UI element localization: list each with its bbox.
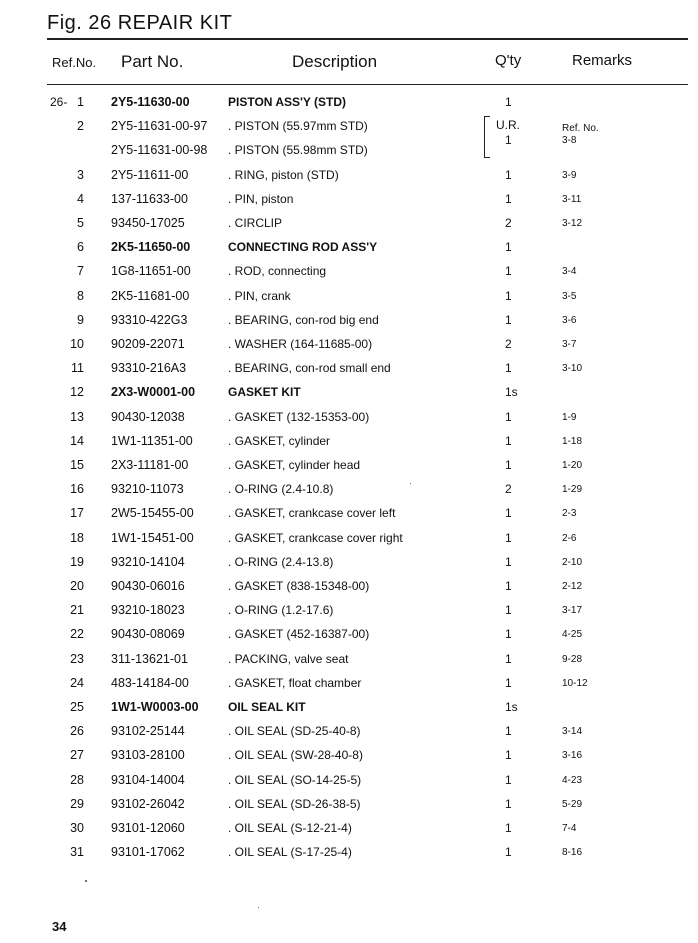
cell-ref-no: 9 (77, 312, 84, 327)
cell-part-no: 1W1-11351-00 (111, 433, 193, 448)
cell-description: CONNECTING ROD ASS'Y (228, 240, 378, 255)
cell-description: . OIL SEAL (SD-26-38-5) (228, 796, 361, 811)
cell-remarks: 7-4 (562, 823, 577, 834)
cell-part-no: 90430-08069 (111, 627, 185, 642)
cell-part-no: 93210-18023 (111, 603, 185, 618)
cell-quantity: 1 (505, 821, 512, 835)
cell-quantity: 1 (505, 458, 512, 472)
scan-speck (258, 907, 259, 908)
cell-remarks: 1-29 (562, 484, 583, 496)
cell-remarks: 1-9 (562, 411, 577, 423)
cell-remarks: 2-10 (562, 556, 583, 568)
piston-group-ref-value: 3-8 (562, 135, 577, 146)
cell-description: . BEARING, con-rod big end (228, 312, 379, 327)
cell-description: . GASKET, cylinder head (228, 458, 361, 472)
col-header-part: Part No. (121, 52, 184, 71)
cell-ref-no: 13 (70, 409, 84, 424)
cell-part-no: 90209-22071 (111, 337, 185, 351)
cell-part-no: 93104-14004 (111, 772, 185, 787)
cell-description: . O-RING (1.2-17.6) (228, 603, 334, 618)
cell-remarks: 3-9 (562, 169, 577, 181)
cell-ref-no: 31 (70, 845, 84, 860)
cell-quantity: 1 (505, 264, 512, 279)
cell-description: GASKET KIT (228, 385, 301, 400)
cell-quantity: 1 (505, 603, 512, 618)
cell-remarks: 3-12 (562, 218, 583, 229)
cell-ref-no: 29 (70, 796, 84, 811)
table-row (0, 310, 698, 330)
cell-remarks: 9-28 (562, 653, 583, 665)
cell-quantity: 1 (505, 627, 512, 642)
cell-part-no: 2W5-15455-00 (111, 506, 194, 521)
cell-part-no: 137-11633-00 (111, 191, 188, 206)
cell-ref-no: 19 (70, 554, 84, 569)
cell-ref-no: 26 (70, 724, 84, 739)
table-row (0, 673, 698, 693)
cell-remarks: 3-6 (562, 314, 577, 326)
table-row (0, 503, 698, 523)
cell-quantity: 1 (505, 361, 512, 376)
cell-quantity: 1 (505, 651, 512, 666)
cell-description: . OIL SEAL (S-12-21-4) (228, 821, 352, 835)
piston-group-ur: U.R. (496, 118, 520, 132)
cell-quantity: 1 (505, 772, 512, 787)
cell-part-no: 93102-25144 (111, 724, 185, 739)
cell-description: . PACKING, valve seat (228, 651, 349, 666)
table-row (0, 140, 698, 160)
cell-description: . OIL SEAL (SO-14-25-5) (228, 772, 362, 787)
cell-part-no: 2Y5-11631-00-97 (111, 119, 208, 134)
cell-part-no: 2K5-11650-00 (111, 240, 191, 255)
cell-part-no: 93310-422G3 (111, 312, 188, 327)
table-row (0, 213, 698, 233)
cell-ref-no: 8 (77, 288, 84, 303)
cell-description: . PIN, piston (228, 191, 294, 206)
table-row (0, 237, 698, 257)
cell-remarks: 3-4 (562, 266, 577, 278)
cell-part-no: 93101-12060 (111, 821, 185, 835)
table-row (0, 382, 698, 402)
piston-group-qty: 1 (505, 133, 512, 147)
cell-quantity: 1 (505, 724, 512, 739)
cell-part-no: 1W1-W0003-00 (111, 700, 199, 714)
cell-remarks: 10-12 (562, 677, 588, 689)
table-row (0, 479, 698, 499)
cell-ref-no: 12 (70, 385, 84, 400)
cell-remarks: 2-12 (562, 581, 583, 592)
col-header-qty: Q'ty (495, 52, 522, 69)
cell-part-no: 93210-11073 (111, 482, 184, 497)
cell-quantity: 1 (505, 95, 512, 109)
cell-ref-no: 17 (70, 506, 84, 521)
table-row (0, 189, 698, 209)
cell-description: . PISTON (55.97mm STD) (228, 119, 368, 134)
cell-part-no: 1W1-15451-00 (111, 530, 194, 545)
table-row (0, 358, 698, 378)
cell-part-no: 93210-14104 (111, 554, 185, 569)
cell-quantity: 1 (505, 530, 512, 545)
cell-description: . GASKET, crankcase cover right (228, 530, 403, 545)
cell-ref-no: 21 (70, 603, 84, 618)
cell-quantity: 1 (505, 748, 512, 763)
cell-ref-no: 23 (70, 651, 84, 666)
cell-ref-no: 18 (70, 530, 84, 545)
table-row (0, 431, 698, 451)
cell-description: . OIL SEAL (SW-28-40-8) (228, 748, 363, 763)
page-number: 34 (52, 919, 67, 934)
cell-quantity: 1 (505, 167, 512, 182)
cell-ref-no: 22 (70, 627, 84, 642)
cell-ref-no: 11 (71, 361, 84, 376)
table-row (0, 818, 698, 838)
cell-description: . RING, piston (STD) (228, 167, 339, 182)
cell-remarks: 8-16 (562, 847, 583, 859)
cell-part-no: 2X3-11181-00 (111, 458, 189, 472)
cell-quantity: 1 (505, 409, 512, 424)
cell-description: . ROD, connecting (228, 264, 327, 279)
cell-part-no: 311-13621-01 (111, 651, 188, 666)
cell-description: . PISTON (55.98mm STD) (228, 143, 368, 158)
cell-ref-no: 7 (77, 264, 84, 279)
table-row (0, 261, 698, 281)
cell-part-no: 90430-12038 (111, 409, 185, 424)
cell-ref-no: 20 (70, 579, 84, 593)
table-row (0, 576, 698, 596)
cell-remarks: 5-29 (562, 798, 583, 810)
cell-description: . PIN, crank (228, 288, 291, 303)
cell-ref-no: 3 (77, 167, 84, 182)
cell-description: . BEARING, con-rod small end (228, 361, 391, 376)
cell-quantity: 1 (505, 312, 512, 327)
piston-group-bracket (484, 116, 490, 158)
table-row (0, 286, 698, 306)
cell-ref-no: 14 (70, 433, 84, 448)
table-row (0, 770, 698, 790)
cell-part-no: 483-14184-00 (111, 675, 189, 690)
cell-part-no: 93450-17025 (111, 216, 185, 230)
cell-quantity: 1 (505, 288, 512, 303)
cell-remarks: 3-7 (562, 339, 577, 350)
cell-description: . O-RING (2.4-13.8) (228, 554, 334, 569)
cell-part-no: 2Y5-11631-00-98 (111, 143, 208, 158)
cell-description: . GASKET, crankcase cover left (228, 506, 396, 521)
cell-description: . O-RING (2.4-10.8) (228, 482, 334, 497)
cell-remarks: 1-18 (562, 435, 583, 447)
cell-ref-no: 27 (70, 748, 84, 763)
col-header-description: Description (292, 52, 378, 71)
cell-ref-no: 5 (77, 216, 84, 230)
cell-description: . GASKET (452-16387-00) (228, 627, 370, 642)
cell-ref-no: 16 (70, 482, 84, 497)
cell-quantity: 1 (505, 554, 512, 569)
cell-ref-no: 4 (77, 191, 84, 206)
table-row (0, 165, 698, 185)
table-row (0, 624, 698, 644)
table-row (0, 552, 698, 572)
scan-speck (85, 880, 87, 882)
cell-remarks: 2-3 (562, 508, 577, 520)
cell-description: . OIL SEAL (S-17-25-4) (228, 845, 352, 860)
cell-part-no: 1G8-11651-00 (111, 264, 191, 279)
title-rule (47, 38, 688, 40)
cell-description: OIL SEAL KIT (228, 700, 306, 714)
col-header-ref: Ref.No. (52, 55, 97, 70)
table-row (0, 455, 698, 475)
cell-quantity: 1 (505, 796, 512, 811)
cell-part-no: 2Y5-11630-00 (111, 95, 190, 109)
cell-quantity: 2 (505, 216, 512, 230)
cell-ref-no: 28 (70, 772, 84, 787)
cell-quantity: 1 (505, 433, 512, 448)
cell-part-no: 2K5-11681-00 (111, 288, 190, 303)
cell-part-no: 90430-06016 (111, 579, 185, 593)
scan-speck (410, 483, 411, 484)
cell-quantity: 2 (505, 482, 512, 497)
cell-quantity: 1 (505, 845, 512, 860)
cell-quantity: 2 (505, 337, 512, 351)
col-header-remarks: Remarks (572, 52, 633, 69)
cell-quantity: 1 (505, 191, 512, 206)
table-row (0, 407, 698, 427)
cell-description: . GASKET, float chamber (228, 675, 362, 690)
cell-remarks: 3-14 (562, 726, 583, 738)
table-row (0, 600, 698, 620)
cell-description: . CIRCLIP (228, 216, 283, 230)
header-rule (47, 84, 688, 85)
cell-part-no: 93103-28100 (111, 748, 185, 763)
cell-remarks: 2-6 (562, 532, 577, 544)
cell-description: PISTON ASS'Y (STD) (228, 95, 346, 109)
fig-prefix: 26- (50, 95, 68, 109)
figure-title: Fig. 26 REPAIR KIT (47, 12, 233, 34)
cell-ref-no: 6 (77, 240, 84, 255)
piston-group-ref-label: Ref. No. (562, 123, 599, 134)
cell-ref-no: 24 (70, 675, 84, 690)
cell-ref-no: 2 (77, 119, 84, 134)
cell-quantity: 1 (505, 675, 512, 690)
cell-quantity: 1 (505, 506, 512, 521)
table-row (0, 92, 698, 112)
cell-remarks: 1-20 (562, 460, 583, 471)
cell-remarks: 4-25 (562, 629, 583, 641)
table-row (0, 842, 698, 862)
cell-part-no: 93102-26042 (111, 796, 185, 811)
cell-part-no: 93310-216A3 (111, 361, 187, 376)
cell-ref-no: 15 (70, 458, 84, 472)
cell-quantity: 1 (505, 240, 512, 255)
cell-quantity: 1s (505, 385, 518, 400)
cell-remarks: 3-5 (562, 290, 577, 302)
table-row (0, 334, 698, 354)
cell-remarks: 4-23 (562, 774, 583, 786)
cell-remarks: 3-17 (562, 605, 583, 617)
cell-remarks: 3-10 (562, 363, 583, 375)
cell-description: . GASKET (838-15348-00) (228, 579, 370, 593)
cell-quantity: 1s (505, 700, 518, 714)
cell-part-no: 93101-17062 (111, 845, 185, 860)
cell-description: . OIL SEAL (SD-25-40-8) (228, 724, 361, 739)
cell-ref-no: 10 (70, 337, 84, 351)
cell-remarks: 3-16 (562, 750, 583, 762)
cell-remarks: 3-11 (562, 193, 582, 205)
cell-quantity: 1 (505, 579, 512, 593)
table-row (0, 697, 698, 717)
table-row (0, 528, 698, 548)
cell-description: . GASKET, cylinder (228, 433, 331, 448)
cell-description: . GASKET (132-15353-00) (228, 409, 370, 424)
cell-ref-no: 25 (70, 700, 84, 714)
cell-description: . WASHER (164-11685-00) (228, 337, 373, 351)
table-row (0, 745, 698, 765)
table-row (0, 794, 698, 814)
cell-ref-no: 1 (77, 95, 84, 109)
cell-part-no: 2Y5-11611-00 (111, 167, 189, 182)
cell-ref-no: 30 (70, 821, 84, 835)
table-row (0, 649, 698, 669)
table-row (0, 721, 698, 741)
cell-part-no: 2X3-W0001-00 (111, 385, 196, 400)
